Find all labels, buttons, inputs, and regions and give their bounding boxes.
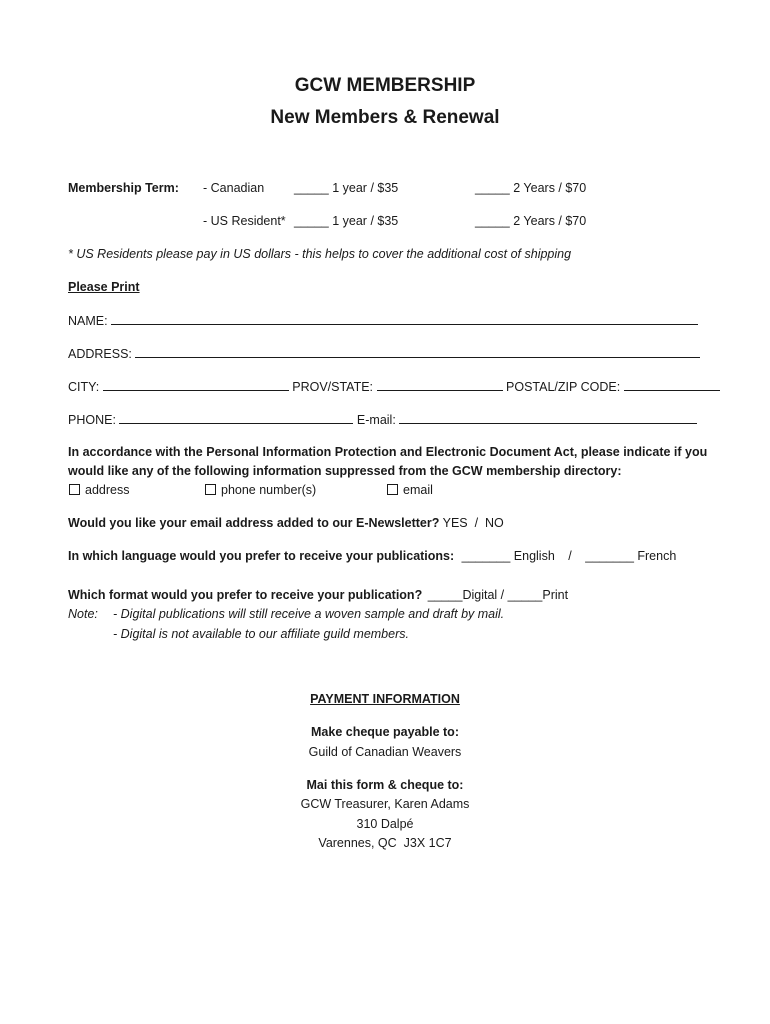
us-resident-label: - US Resident* <box>203 214 286 228</box>
newsletter-row <box>68 516 504 530</box>
email-input-line[interactable] <box>399 412 697 424</box>
address-label: ADDRESS: <box>68 347 132 361</box>
page-title: GCW MEMBERSHIP <box>294 75 476 96</box>
email-label: E-mail: <box>356 413 396 427</box>
format-note-2: - Digital is not available to our affiliate guild members. <box>113 627 409 641</box>
mail-address-line-2: 310 Dalpé <box>356 817 414 831</box>
checkbox-icon[interactable] <box>387 484 398 495</box>
cheque-payable-label: Make cheque payable to: <box>311 725 459 739</box>
name-field[interactable] <box>68 313 698 328</box>
city-input-line[interactable] <box>103 379 289 391</box>
name-input-line[interactable] <box>111 313 698 325</box>
phone-label: PHONE: <box>68 413 116 427</box>
us-one-year-option[interactable]: _____ 1 year / $35 <box>294 214 399 228</box>
phone-input-line[interactable] <box>119 412 353 424</box>
language-english-option[interactable]: _______ English <box>461 549 555 563</box>
us-two-years-option[interactable]: _____ 2 Years / $70 <box>475 214 587 228</box>
suppress-address-checkbox[interactable]: address <box>69 483 129 497</box>
address-field[interactable] <box>68 346 700 361</box>
format-note-label: Note: <box>68 607 98 621</box>
format-answer[interactable]: _____Digital / _____Print <box>427 588 569 602</box>
language-question: In which language would you prefer to receive your publications: <box>68 549 455 563</box>
canadian-two-years-option[interactable]: _____ 2 Years / $70 <box>475 181 587 195</box>
city-label: CITY: <box>68 380 100 394</box>
mail-address-line-3: Varennes, QC J3X 1C7 <box>318 836 452 850</box>
privacy-text-line-1: In accordance with the Personal Information Protection and Electronic Document Act, please indicate if you <box>68 445 708 459</box>
prov-input-line[interactable] <box>377 379 503 391</box>
mail-address-line-1: GCW Treasurer, Karen Adams <box>300 797 470 811</box>
checkbox-icon[interactable] <box>69 484 80 495</box>
payment-heading: PAYMENT INFORMATION <box>310 692 460 706</box>
newsletter-question: Would you like your email address added to our E-Newsletter? <box>68 516 440 530</box>
payee-name: Guild of Canadian Weavers <box>308 745 462 759</box>
us-residents-note: * US Residents please pay in US dollars - this helps to cover the additional cost of shipping <box>68 247 572 261</box>
canadian-label: - Canadian <box>203 181 265 195</box>
city-prov-postal-row <box>68 379 720 394</box>
language-row <box>68 549 676 563</box>
phone-email-row <box>68 412 697 427</box>
please-print-heading: Please Print <box>68 280 140 294</box>
prov-label: PROV/STATE: <box>292 380 374 394</box>
membership-term-label: Membership Term: <box>68 181 179 195</box>
name-label: NAME: <box>68 314 108 328</box>
format-note-1: - Digital publications will still receive a woven sample and draft by mail. <box>113 607 505 621</box>
suppress-phone-checkbox[interactable]: phone number(s) <box>205 483 316 497</box>
language-french-option[interactable]: _______ French <box>585 549 677 563</box>
checkbox-icon[interactable] <box>205 484 216 495</box>
language-separator: / <box>568 549 572 563</box>
format-row <box>68 588 568 602</box>
privacy-text-line-2: would like any of the following information suppressed from the GCW membership directory: <box>68 464 622 478</box>
postal-label: POSTAL/ZIP CODE: <box>506 380 621 394</box>
suppress-email-checkbox[interactable]: email <box>387 483 433 497</box>
format-question: Which format would you prefer to receive your publication? <box>68 588 423 602</box>
page-subtitle: New Members & Renewal <box>270 107 500 128</box>
postal-input-line[interactable] <box>624 379 720 391</box>
canadian-one-year-option[interactable]: _____ 1 year / $35 <box>294 181 399 195</box>
address-input-line[interactable] <box>135 346 700 358</box>
mail-to-label: Mai this form & cheque to: <box>306 778 464 792</box>
newsletter-answer[interactable]: YES / NO <box>442 516 504 530</box>
